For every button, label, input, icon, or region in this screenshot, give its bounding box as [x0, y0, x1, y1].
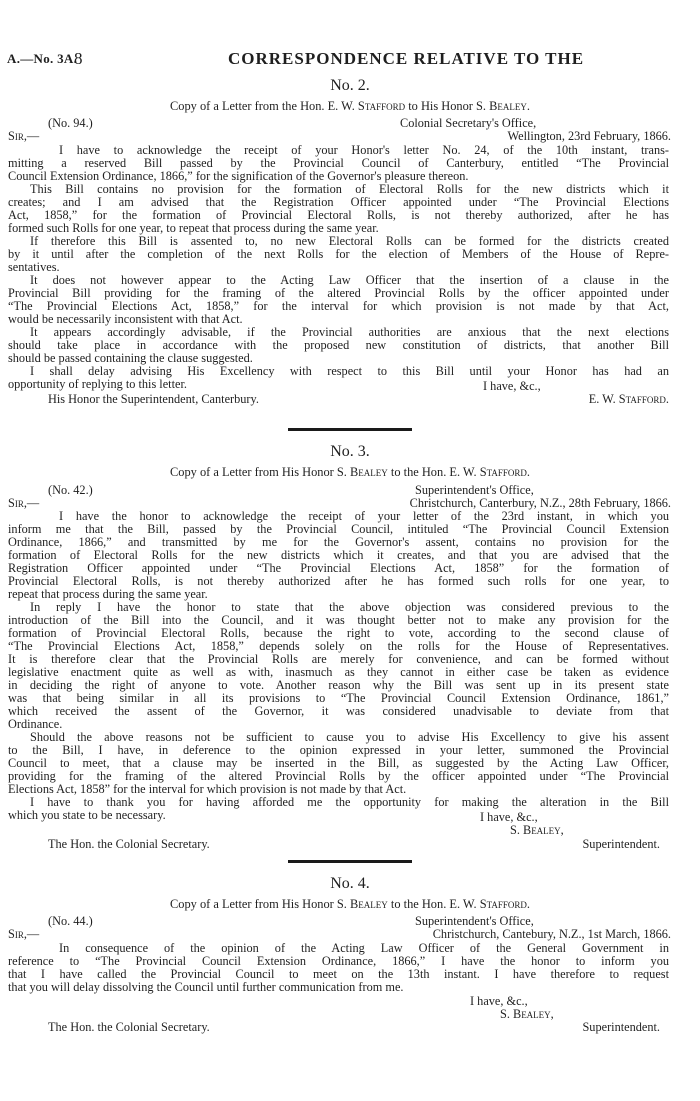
body-line: In consequence of the opinion of the Acting Law Officer of the General Government in	[59, 941, 669, 955]
body-line: Council to meet, that a clause may be inserted in the Bill, as suggested by the Acting Law Officer,	[8, 756, 669, 770]
body-line: It is therefore clear that the Provincial Rolls are merely for convenience, and can be formed without	[8, 652, 669, 666]
body-line: mitting a reserved Bill passed by the Provincial Council of Canterbury, entitled “The Provincial	[8, 156, 669, 170]
body-line: that you will delay dissolving the Council until further communication from me.	[8, 980, 404, 994]
body-line: It does not however appear to the Acting Law Officer that the insertion of a clause in the	[30, 273, 669, 287]
place-date: Wellington, 23rd February, 1866.	[507, 129, 671, 143]
salutation: Sir,—	[8, 927, 40, 941]
body-line: which you state to be necessary.	[8, 808, 166, 822]
body-line: reference to “The Provincial Council Extension Ordinance, 1866,” I have the honor to inform you	[8, 954, 669, 968]
addressee: His Honor the Superintendent, Canterbury.	[48, 392, 259, 406]
closing: I have, &c.,	[470, 994, 528, 1008]
letter-caption: Copy of a Letter from the Hon. E. W. Stafford to His Honor S. Bealey.	[170, 99, 530, 113]
addressee: The Hon. the Colonial Secretary.	[48, 1020, 210, 1034]
paper-reference: A.—No. 3A.	[7, 51, 78, 66]
body-line: introduction of the Bill into the Council, and it was thought better not to make any provision for the	[8, 613, 669, 627]
body-line: that I have called the Provincial Council to meet on the 13th instant. I have therefore to request	[8, 967, 669, 981]
body-line: which received the assent of the Governor, it was considered unadvisable to deviate from that	[8, 704, 669, 718]
signature: E. W. Stafford.	[588, 392, 669, 406]
body-line: Council Extension Ordinance, 1866,” for the signification of the Governor's pleasure thereon.	[8, 169, 469, 183]
body-line: I shall delay advising His Excellency with respect to this Bill until your Honor has had an	[30, 364, 669, 378]
body-line: If therefore this Bill is assented to, no new Electoral Rolls can be formed for the districts created	[30, 234, 669, 248]
signature-title: Superintendent.	[582, 1020, 660, 1034]
body-line: to the Bill, I have, in deference to the opinion expressed in your letter, summoned the Provincial	[8, 743, 669, 757]
body-line: legislative enactment quite as well as with, inasmuch as they cannot in either case be taken as evidence	[8, 665, 669, 679]
body-line: formed such Rolls for one year, to repeat that process during the same year.	[8, 221, 379, 235]
body-line: Provincial Electoral Rolls, is not thereby authorized after he has formed such rolls for one year, to	[8, 574, 669, 588]
letter-number: No. 4.	[330, 875, 370, 892]
place-date: Christchurch, Cantebury, N.Z., 1st March, 1866.	[432, 927, 671, 941]
page-number: 8	[74, 49, 83, 68]
office: Superintendent's Office,	[415, 483, 534, 497]
body-line: opportunity of replying to this letter.	[8, 377, 187, 391]
letter-number: No. 2.	[330, 77, 370, 94]
body-line: Should the above reasons not be sufficient to cause you to advise His Excellency to give his assent	[30, 730, 669, 744]
running-title: CORRESPONDENCE RELATIVE TO THE	[228, 49, 585, 68]
place-date: Christchurch, Canterbury, N.Z., 28th February, 1866.	[409, 496, 671, 510]
body-line: “The Provincial Elections Act, 1858,” depends solely on the rolls for the House of Representatives.	[8, 639, 669, 653]
body-line: repeat that process during the same year.	[8, 587, 208, 601]
body-line: sentatives.	[8, 260, 60, 274]
body-line: creates; and I am advised that the Registration Officer appointed under “The Provincial Elections	[8, 195, 669, 209]
letter-ref: (No. 94.)	[48, 116, 93, 130]
body-line: should be passed containing the clause suggested.	[8, 351, 253, 365]
section-divider	[288, 428, 412, 431]
body-line: inform me that the Bill, passed by the Provincial Council, intituled “The Provincial Council Extension	[8, 522, 669, 536]
letter-caption: Copy of a Letter from His Honor S. Bealey to the Hon. E. W. Stafford.	[170, 465, 530, 479]
body-line: I have the honor to acknowledge the receipt of your letter of the 23rd instant, in which you	[59, 509, 669, 523]
letter-number: No. 3.	[330, 443, 370, 460]
body-line: in deciding the right of anyone to vote. Another reason why the Bill was sent up in its present state	[8, 678, 669, 692]
section-divider	[288, 860, 412, 863]
body-line: It appears accordingly advisable, if the Provincial authorities are anxious that the next elections	[30, 325, 669, 339]
body-line: formation of Provincial Electoral Rolls, because the right to vote, according to the second clause of	[8, 626, 669, 640]
body-line: by it until after the completion of the next Rolls for the election of Members of the House of Repre-	[8, 247, 669, 261]
body-line: Act, 1858,” for the formation of Provincial Electoral Rolls, is not thereby authorized, after he has	[8, 208, 669, 222]
closing: I have, &c.,	[483, 379, 541, 393]
letter-caption: Copy of a Letter from His Honor S. Bealey to the Hon. E. W. Stafford.	[170, 897, 530, 911]
body-line: Provincial Bill providing for the framing of the altered Provincial Rolls by the officer appointed under	[8, 286, 669, 300]
letter-ref: (No. 42.)	[48, 483, 93, 497]
signature: S. Bealey,	[500, 1007, 554, 1021]
closing: I have, &c.,	[480, 810, 538, 824]
body-line: I have to thank you for having afforded me the opportunity for making the alteration in the Bill	[30, 795, 669, 809]
office: Superintendent's Office,	[415, 914, 534, 928]
body-line: “The Provincial Elections Act, 1858,” for the interval for which provision is not made by that Act,	[8, 299, 669, 313]
addressee: The Hon. the Colonial Secretary.	[48, 837, 210, 851]
body-line: I have to acknowledge the receipt of your Honor's letter No. 24, of the 10th instant, trans-	[59, 143, 669, 157]
body-line: Elections Act, 1858” for the interval for which provision is not made by that Act.	[8, 782, 407, 796]
salutation: Sir,—	[8, 496, 40, 510]
body-line: Ordinance, 1866,” and transmitted by me for the Governor's assent, contains no provision for the	[8, 535, 669, 549]
body-line: providing for the framing of the altered Provincial Rolls by the officer appointed under “The Provincial	[8, 769, 669, 783]
body-line: This Bill contains no provision for the formation of Electoral Rolls for the new districts which it	[30, 182, 669, 196]
body-line: In reply I have the honor to state that the above objection was considered previous to the	[30, 600, 669, 614]
signature-title: Superintendent.	[582, 837, 660, 851]
body-line: would be necessarily inconsistent with that Act.	[8, 312, 243, 326]
body-line: Registration Officer appointed under “The Provincial Elections Act, 1858” for the formation of	[8, 561, 669, 575]
salutation: Sir,—	[8, 129, 40, 143]
signature: S. Bealey,	[510, 823, 564, 837]
office: Colonial Secretary's Office,	[400, 116, 537, 130]
page-header	[0, 50, 700, 70]
letter-ref: (No. 44.)	[48, 914, 93, 928]
body-line: was that being similar in all its provisions to “The Provincial Council Extension Ordinance, 1861,”	[8, 691, 669, 705]
body-line: Ordinance.	[8, 717, 63, 731]
body-line: formation of Electoral Rolls for the new districts which it creates, and that you are advised that the	[8, 548, 669, 562]
body-line: should take place in accordance with the proposed new constitution of districts, that another Bill	[8, 338, 669, 352]
